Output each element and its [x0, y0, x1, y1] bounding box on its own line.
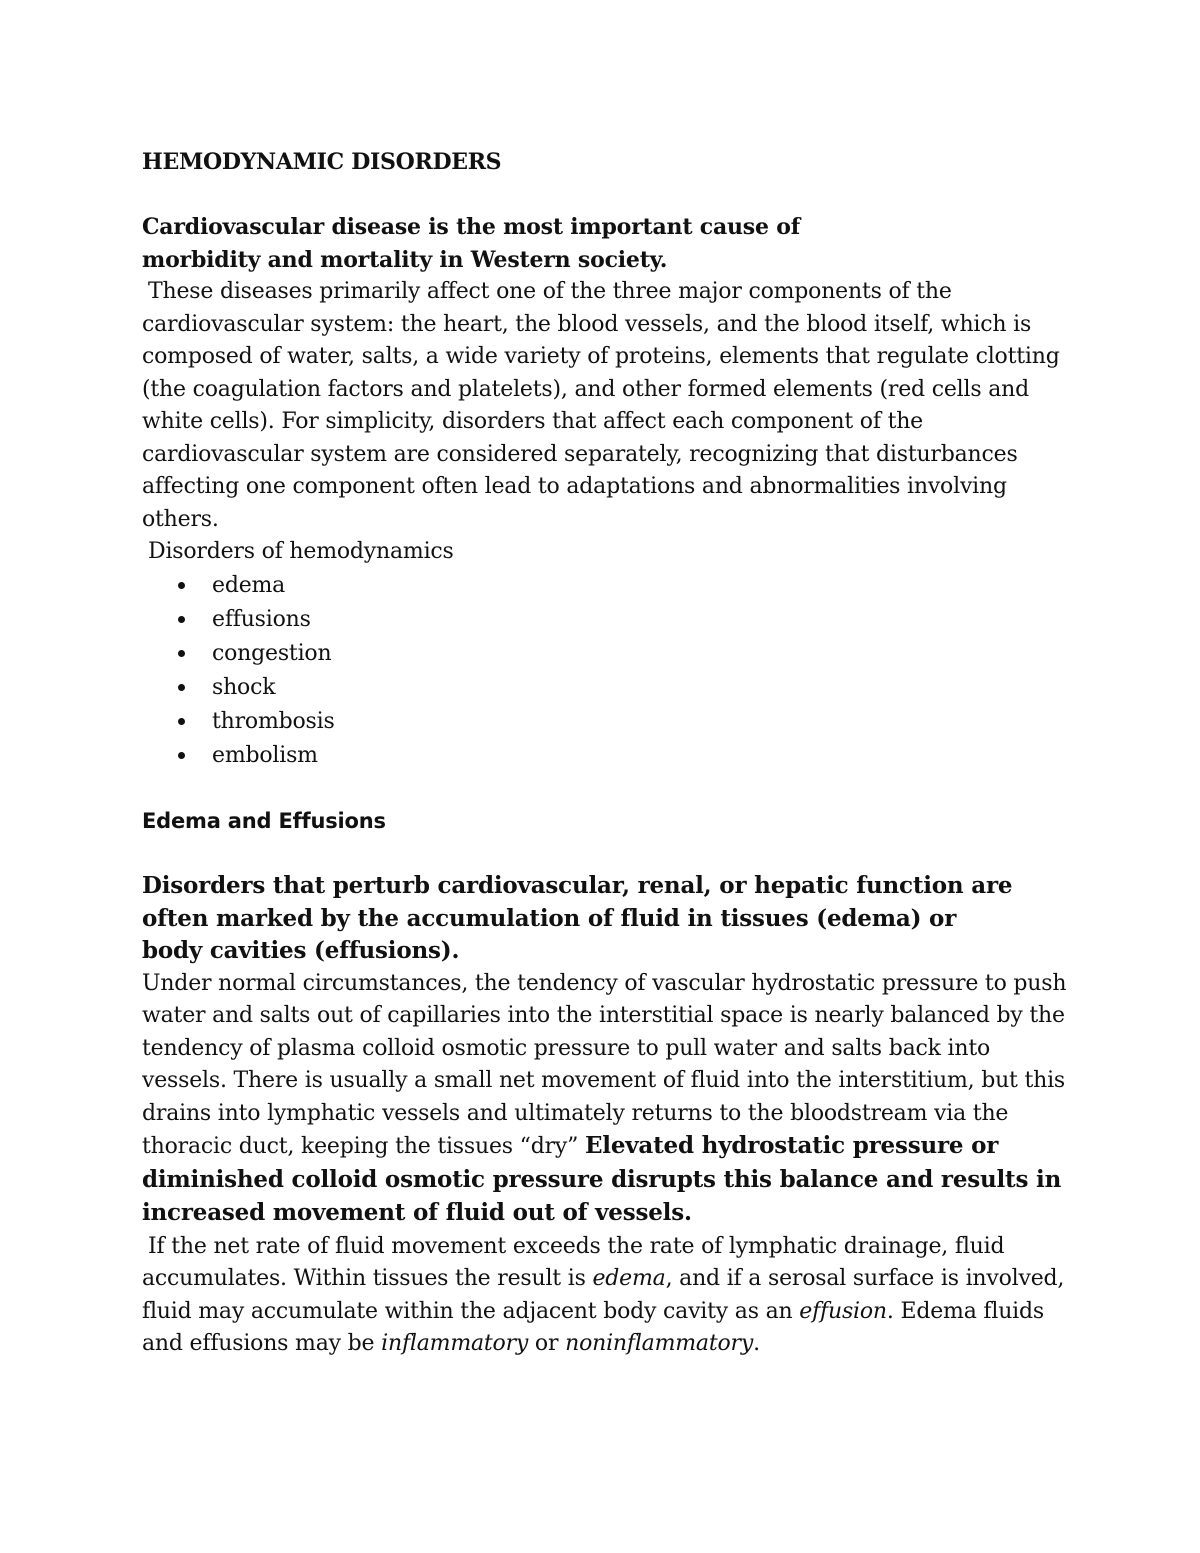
list-item-label: thrombosis	[212, 708, 335, 734]
term-edema: edema	[592, 1266, 666, 1291]
list-item-label: shock	[212, 674, 276, 700]
list-item-label: edema	[212, 572, 286, 598]
term-inflammatory: inflammatory	[381, 1331, 529, 1356]
accumulation-text-4: or	[528, 1331, 566, 1356]
document-title: HEMODYNAMIC DISORDERS	[142, 149, 502, 175]
bullet-icon	[178, 650, 185, 657]
list-item-label: congestion	[212, 640, 332, 666]
pressure-paragraph-text: Under normal circumstances, the tendency of vascular hydrostatic pressure to push water and salts out of capillaries into the interstitial space is nearly balanced by the tendency of plasma colloid osmotic pressure to pull water and salts back into vessels. There is usually a small net movement of fluid into the interstitium, but this drains into lymphatic vessels and ultimately returns to the bloodstream via the thoracic duct, keeping the tissues “dry”	[142, 970, 1067, 1159]
bullet-icon	[178, 616, 185, 623]
list-item	[142, 705, 1082, 739]
bullet-icon	[178, 582, 185, 589]
accumulation-text-5: .	[753, 1331, 760, 1356]
bullet-icon	[178, 718, 185, 725]
list-heading: Disorders of hemodynamics	[148, 539, 454, 564]
accumulation-paragraph	[142, 1231, 1072, 1361]
list-item-label: effusions	[212, 606, 311, 632]
spacer	[142, 838, 1082, 871]
disorders-list	[142, 569, 1082, 773]
accumulation-text-3: . Edema fluids and effusions may be	[142, 1298, 1044, 1356]
pressure-paragraph-bold: Elevated hydrostatic pressure or diminished colloid osmotic pressure disrupts this balance and results in increased movement of fluid out of vessels.	[142, 1132, 1062, 1226]
list-item-label: embolism	[212, 742, 318, 768]
term-noninflammatory: noninflammatory	[565, 1331, 754, 1356]
pressure-paragraph	[142, 968, 1072, 1231]
accumulation-text-1: If the net rate of fluid movement exceeds the rate of lymphatic drainage, fluid accumulates. Within tissues the result is	[142, 1233, 1005, 1291]
intro-paragraph: These diseases primarily affect one of the three major components of the cardiovascular system: the heart, the blood vessels, and the blood itself, which is composed of water, salts, a wide variety of proteins, elements that regulate clotting (the coagulation factors and platelets), and other formed elements (red cells and white cells). For simplicity, disorders that affect each component of the cardiovascular system are considered separately, recognizing that disturbances affecting one component often lead to adaptations and abnormalities involving others.	[142, 279, 1060, 532]
bullet-icon	[178, 752, 185, 759]
document-page	[142, 146, 1082, 1361]
list-item	[142, 569, 1082, 603]
list-item	[142, 671, 1082, 705]
list-item	[142, 739, 1082, 773]
section-bold-statement: Disorders that perturb cardiovascular, renal, or hepatic function are often marked by the accumulation of fluid in tissues (edema) or body cavities (effusions).	[142, 872, 1013, 964]
spacer	[142, 773, 1082, 806]
spacer	[142, 179, 1082, 212]
list-item	[142, 603, 1082, 637]
section-heading: Edema and Effusions	[142, 809, 386, 833]
intro-bold-statement: Cardiovascular disease is the most important cause of morbidity and mortality in Western society.	[142, 214, 800, 273]
accumulation-text-2: , and if a serosal surface is involved, fluid may accumulate within the adjacent body cavity as an	[142, 1266, 1065, 1324]
list-item	[142, 637, 1082, 671]
bullet-icon	[178, 684, 185, 691]
term-effusion: effusion	[799, 1298, 887, 1324]
